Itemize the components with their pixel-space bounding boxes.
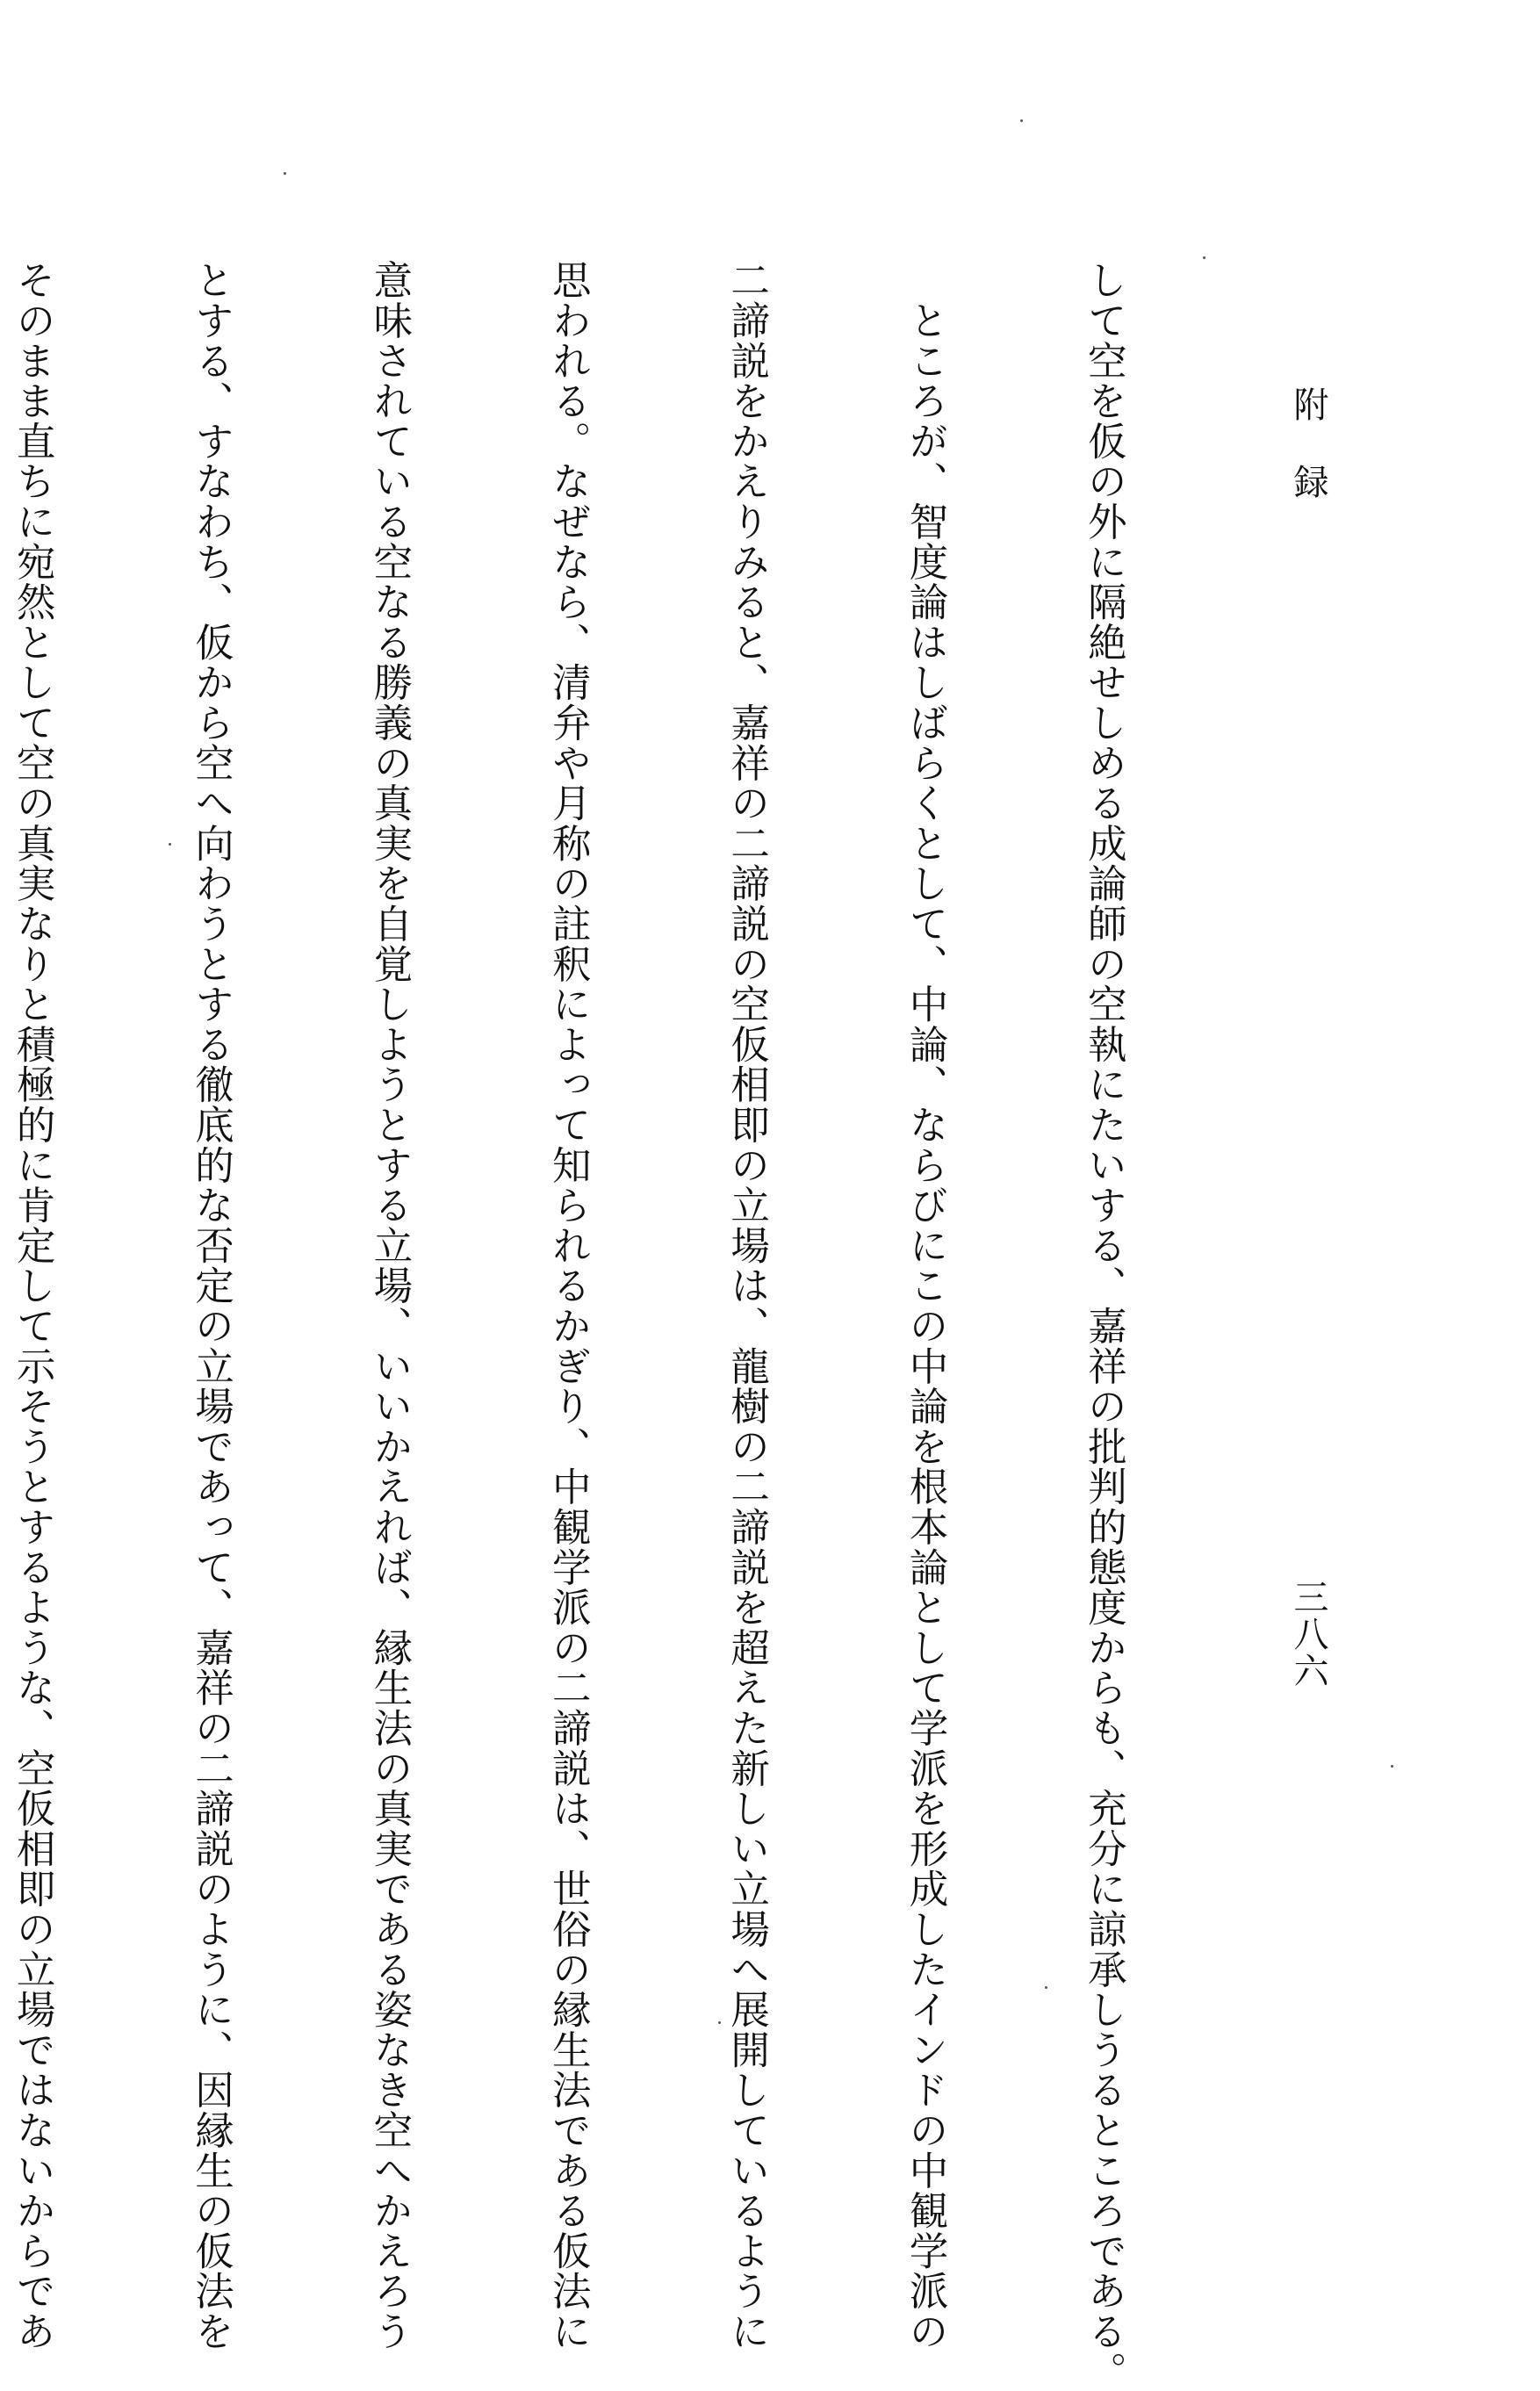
scan-speck — [1020, 119, 1023, 122]
text-line: ところが、智度論はしばらくとして、中論、ならびにこの中論を根本論として学派を形成したインドの中観学派の — [903, 260, 948, 2351]
text-line: して空を仮の外に隔絶せしめる成論師の空執にたいする、嘉祥の批判的態度からも、充分に諒承しうるところである。 — [1081, 260, 1126, 2391]
text-line: とする、すなわち、仮から空へ向わうとする徹底的な否定の立場であって、嘉祥の二諦説のように、因縁生の仮法を — [188, 260, 234, 2351]
scan-speck — [1203, 256, 1205, 259]
scan-speck — [169, 843, 171, 846]
scan-speck — [718, 2021, 721, 2024]
text-line: 二諦説をかえりみると、嘉祥の二諦説の空仮相即の立場は、龍樹の二諦説を超えた新しい立場へ展開しているように — [723, 260, 769, 2351]
body-text — [10, 260, 1252, 2391]
scan-speck — [1391, 1765, 1393, 1768]
scan-speck — [1045, 1986, 1047, 1989]
page-number: 三八六 — [1288, 1579, 1328, 1689]
text-line: 思われる。なぜなら、清弁や月称の註釈によって知られるかぎり、中観学派の二諦説は、世俗の縁生法である仮法に — [545, 260, 591, 2351]
scan-speck — [284, 172, 286, 175]
text-line: そのまま直ちに宛然として空の真実なりと積極的に肯定して示そうとするような、空仮相即の立場ではないからであ — [10, 260, 55, 2351]
text-line: 意味されている空なる勝義の真実を自覚しようとする立場、いいかえれば、縁生法の真実である姿なき空へかえろう — [366, 260, 412, 2351]
running-header-title: 附録 — [1288, 386, 1328, 541]
